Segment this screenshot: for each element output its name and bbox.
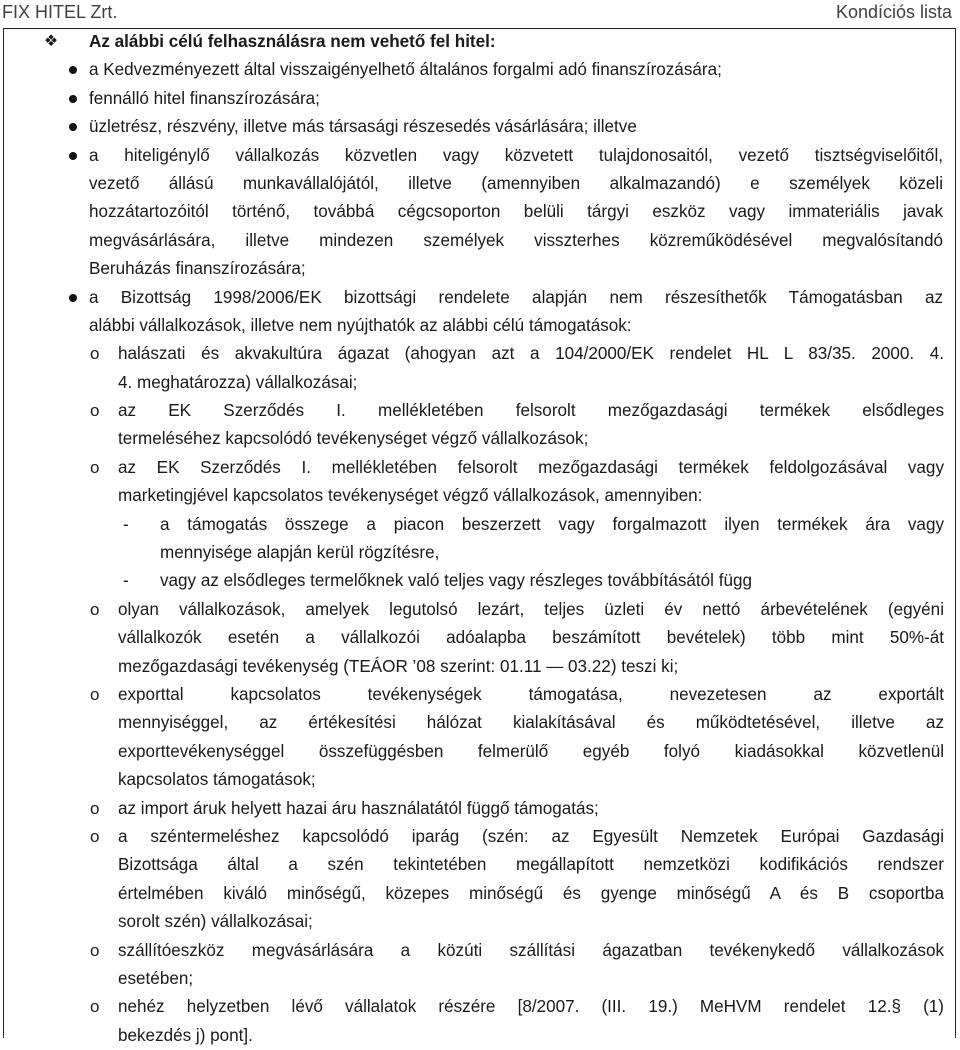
list-item — [0, 85, 960, 113]
sub-list-item — [0, 823, 960, 851]
circle-bullet-icon: o — [90, 940, 100, 960]
list-item-continuation — [0, 312, 960, 340]
sub-list-item-text: az EK Szerződés I. mellékletében felsorolt mezőgazdasági termékek elsődleges — [118, 401, 944, 421]
circle-bullet-icon: o — [90, 826, 100, 846]
circle-bullet-icon: o — [90, 599, 100, 619]
sub-list-item-continuation — [0, 965, 960, 993]
list-item-text: hozzátartozóitól történő, továbbá cégcsoporton belüli tárgyi eszköz vagy immateriális javak — [89, 202, 943, 222]
sub-list-item-continuation — [0, 709, 960, 737]
list-item-continuation — [0, 227, 960, 255]
list-item-text: megvásárlására, illetve mindezen személyek visszterhes közreműködésével megvalósítandó — [89, 230, 943, 250]
diamond-bullet-icon: ❖ — [43, 33, 59, 50]
sub-list-item — [0, 795, 960, 823]
list-item — [0, 142, 960, 170]
dash-bullet-icon: - — [123, 514, 129, 534]
circle-bullet-icon: o — [90, 457, 100, 477]
bullet-icon — [69, 123, 77, 131]
dash-list-item — [0, 511, 960, 539]
sub-list-item-continuation — [0, 1022, 960, 1050]
sub-list-item-text: nehéz helyzetben lévő vállalatok részére [8/2007. (III. 19.) MeHVM rendelet 12.§ (1) — [118, 997, 944, 1017]
sub-list-item-continuation — [0, 653, 960, 681]
list-item — [0, 113, 960, 141]
sub-list-item — [0, 993, 960, 1021]
sub-list-item-continuation — [0, 425, 960, 453]
sub-list-item-text: a széntermeléshez kapcsolódó iparág (szén: az Egyesült Nemzetek Európai Gazdasági — [118, 826, 944, 846]
sub-list-item-text: mennyiséggel, az értékesítési hálózat kialakításával és működtetésével, illetve az — [118, 713, 944, 733]
list-item-text: üzletrész, részvény, illetve más társasági részesedés vásárlására; illetve — [89, 117, 637, 137]
list-item-text: alábbi vállalkozások, illetve nem nyújthatók az alábbi célú támogatások: — [89, 315, 632, 335]
sub-list-item — [0, 681, 960, 709]
document-title: Kondíciós lista — [835, 2, 952, 22]
list-item-text: a Kedvezményezett által visszaigényelhető általános forgalmi adó finanszírozására; — [89, 60, 722, 80]
sub-list-item — [0, 397, 960, 425]
circle-bullet-icon: o — [90, 997, 100, 1017]
sub-list-item-text: szállítóeszköz megvásárlására a közúti szállítási ágazatban tevékenykedő vállalkozások — [118, 940, 944, 960]
sub-list-item-text: vállalkozók esetén a vállalkozói adóalapba beszámított bevételek) több mint 50%-át — [118, 628, 944, 648]
sub-list-item-text: marketingjével kapcsolatos tevékenységet végző vállalkozások, amennyiben: — [118, 486, 703, 506]
sub-list-item-text: sorolt szén) vállalkozásai; — [118, 912, 313, 932]
sub-list-item-text: az EK Szerződés I. mellékletében felsorolt mezőgazdasági termékek feldolgozásával vagy — [118, 457, 944, 477]
sub-list-item-text: Bizottsága által a szén tekintetében megállapított nemzetközi kodifikációs rendszer — [118, 855, 944, 875]
sub-list-item-text: olyan vállalkozások, amelyek legutolsó lezárt, teljes üzleti év nettó árbevételének (egyéni — [118, 599, 944, 619]
list-item-continuation — [0, 255, 960, 283]
company-name: FIX HITEL Zrt. — [2, 2, 118, 22]
sub-list-item-continuation — [0, 624, 960, 652]
list-item-text: a hiteligénylő vállalkozás közvetlen vagy közvetett tulajdonosaitól, vezető tisztségviselőitől, — [89, 145, 943, 165]
list-item-text: vezető állású munkavállalójától, illetve (amennyiben alkalmazandó) e személyek közeli — [89, 173, 943, 193]
list-item-text: fennálló hitel finanszírozására; — [89, 88, 320, 108]
circle-bullet-icon: o — [90, 684, 100, 704]
dash-bullet-icon: - — [123, 571, 129, 591]
bullet-icon — [69, 294, 77, 302]
list-item — [0, 284, 960, 312]
sub-list-item-continuation — [0, 851, 960, 879]
list-item-continuation — [0, 170, 960, 198]
sub-list-item-continuation — [0, 880, 960, 908]
bullet-icon — [69, 95, 77, 103]
sub-list-item-continuation — [0, 369, 960, 397]
sub-list-item-text: az import áruk helyett hazai áru használatától függő támogatás; — [118, 798, 599, 818]
dash-list-item-text: vagy az elsődleges termelőknek való teljes vagy részleges továbbításától függ — [160, 571, 752, 591]
sub-list-item-text: esetében; — [118, 968, 194, 988]
sub-list-item — [0, 937, 960, 965]
list-item-text: a Bizottság 1998/2006/EK bizottsági rendelete alapján nem részesíthetők Támogatásban az — [89, 287, 943, 307]
sub-list-item-text: exporttevékenységgel összefüggésben felmerülő egyéb folyó kiadásokkal közvetlenül — [118, 741, 944, 761]
sub-list-item-text: halászati és akvakultúra ágazat (ahogyan azt a 104/2000/EK rendelet HL L 83/35. 2000. 4. — [118, 344, 944, 364]
sub-list-item-continuation — [0, 738, 960, 766]
dash-list-item — [0, 567, 960, 595]
list-item-text: Beruházás finanszírozására; — [89, 259, 306, 279]
sub-list-item — [0, 454, 960, 482]
sub-list-item-text: exporttal kapcsolatos tevékenységek támogatása, nevezetesen az exportált — [118, 684, 944, 704]
sub-list-item-text: értelmében kiváló minőségű, közepes minőségű és gyenge minőségű A és B csoportba — [118, 883, 944, 903]
bullet-icon — [69, 152, 77, 160]
section-heading: Az alábbi célú felhasználásra nem vehető fel hitel: — [89, 32, 496, 51]
sub-list-item-text: bekezdés j) pont]. — [118, 1025, 253, 1045]
circle-bullet-icon: o — [90, 344, 100, 364]
dash-list-item-text: a támogatás összege a piacon beszerzett vagy forgalmazott ilyen termékek ára vagy — [160, 514, 944, 534]
sub-list-item — [0, 340, 960, 368]
sub-list-item-text: termeléséhez kapcsolódó tevékenységet végző vállalkozások; — [118, 429, 589, 449]
sub-list-item — [0, 596, 960, 624]
sub-list-item-text: 4. meghatározza) vállalkozásai; — [118, 372, 358, 392]
circle-bullet-icon: o — [90, 401, 100, 421]
section-heading-row — [0, 28, 960, 56]
sub-list-item-text: mezőgazdasági tevékenység (TEÁOR ’08 szerint: 01.11 — 03.22) teszi ki; — [118, 656, 679, 676]
page-header — [0, 0, 960, 28]
dash-list-item-continuation — [0, 539, 960, 567]
circle-bullet-icon: o — [90, 798, 100, 818]
list-item — [0, 56, 960, 84]
sub-list-item-continuation — [0, 766, 960, 794]
sub-list-item-continuation — [0, 908, 960, 936]
list-item-continuation — [0, 198, 960, 226]
sub-list-item-text: kapcsolatos támogatások; — [118, 770, 316, 790]
dash-list-item-text: mennyisége alapján kerül rögzítésre, — [160, 543, 440, 563]
document-body — [0, 28, 960, 1050]
bullet-icon — [69, 66, 77, 74]
sub-list-item-continuation — [0, 482, 960, 510]
